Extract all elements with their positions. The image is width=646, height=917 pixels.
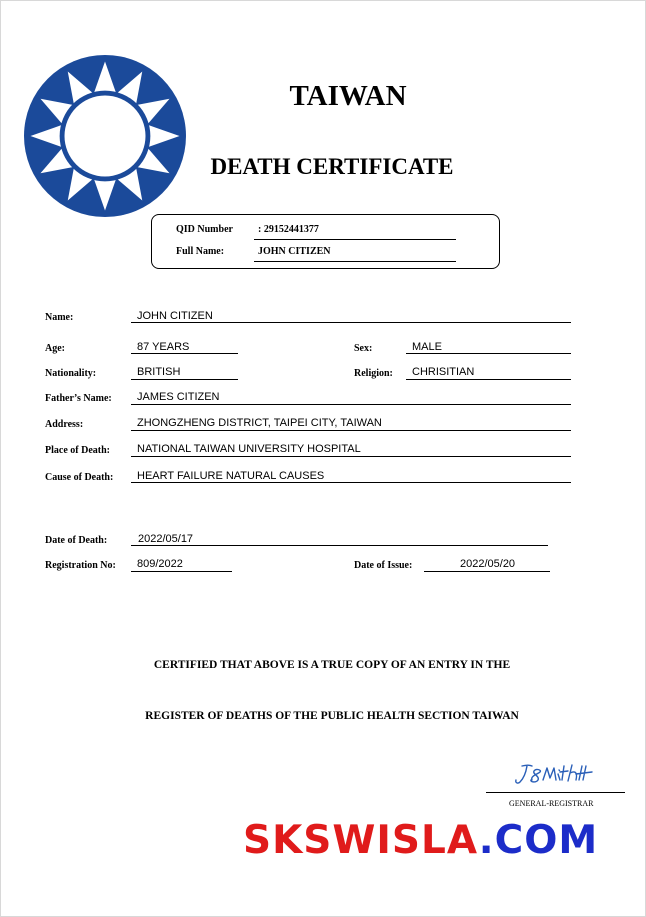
nationality-underline (131, 379, 238, 380)
place-of-death-value: NATIONAL TAIWAN UNIVERSITY HOSPITAL (137, 443, 361, 455)
document-title: DEATH CERTIFICATE (210, 154, 454, 179)
registration-no-underline (131, 571, 232, 572)
registrar-signature-icon (512, 762, 596, 788)
signature-line (486, 792, 625, 793)
date-of-death-underline (131, 545, 548, 546)
address-label: Address: (45, 419, 84, 430)
qid-underline (254, 239, 456, 240)
watermark-part-2: COM (494, 818, 599, 863)
qid-label: QID Number (176, 224, 233, 235)
signer-title: GENERAL-REGISTRAR (509, 799, 594, 808)
date-of-issue-label: Date of Issue: (354, 560, 413, 571)
father-name-value: JAMES CITIZEN (137, 391, 220, 403)
registration-no-label: Registration No: (45, 560, 116, 571)
address-underline (131, 430, 571, 431)
fullname-value: JOHN CITIZEN (258, 246, 331, 257)
sex-underline (406, 353, 571, 354)
cause-of-death-label: Cause of Death: (45, 472, 114, 483)
fullname-label: Full Name: (176, 246, 225, 257)
name-label: Name: (45, 312, 74, 323)
religion-underline (406, 379, 571, 380)
religion-label: Religion: (354, 368, 393, 379)
place-of-death-underline (131, 456, 571, 457)
father-name-label: Father’s Name: (45, 393, 112, 404)
age-value: 87 YEARS (137, 341, 190, 353)
age-label: Age: (45, 343, 65, 354)
date-of-death-label: Date of Death: (45, 535, 108, 546)
date-of-issue-value: 2022/05/20 (460, 558, 516, 570)
watermark-part-1: SKSWISLA (243, 818, 479, 863)
place-of-death-label: Place of Death: (45, 445, 110, 456)
date-of-death-value: 2022/05/17 (138, 533, 194, 545)
date-of-issue-underline (424, 571, 550, 572)
certification-line-2: REGISTER OF DEATHS OF THE PUBLIC HEALTH SECTION TAIWAN (145, 710, 519, 722)
country-title: TAIWAN (289, 80, 407, 112)
certification-line-1: CERTIFIED THAT ABOVE IS A TRUE COPY OF AN ENTRY IN THE (153, 659, 511, 671)
name-underline (131, 322, 571, 323)
website-watermark (243, 818, 598, 863)
father-name-underline (131, 404, 571, 405)
sex-label: Sex: (354, 343, 373, 354)
watermark-dot: . (478, 818, 495, 863)
fullname-underline (254, 261, 456, 262)
religion-value: CHRISITIAN (412, 366, 475, 378)
address-value: ZHONGZHENG DISTRICT, TAIPEI CITY, TAIWAN (137, 417, 382, 429)
cause-of-death-value: HEART FAILURE NATURAL CAUSES (137, 470, 325, 482)
cause-of-death-underline (131, 482, 571, 483)
nationality-value: BRITISH (137, 366, 181, 378)
qid-value: : 29152441377 (258, 224, 319, 235)
sex-value: MALE (412, 341, 442, 353)
nationality-label: Nationality: (45, 368, 97, 379)
name-value: JOHN CITIZEN (137, 310, 213, 322)
age-underline (131, 353, 238, 354)
registration-no-value: 809/2022 (137, 558, 183, 570)
